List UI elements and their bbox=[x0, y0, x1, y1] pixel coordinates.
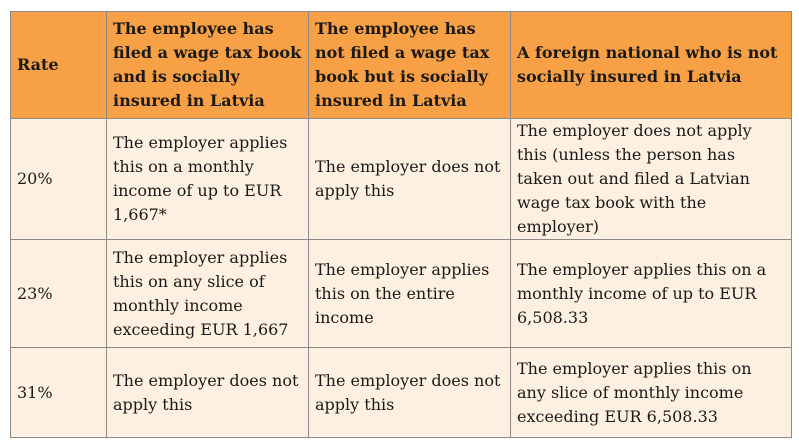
table-header-row bbox=[11, 12, 792, 119]
foreign-national-cell: The employer does not apply this (unless the person has taken out and filed a Latvian wage tax book with the employer) bbox=[511, 119, 792, 240]
foreign-national-cell: The employer applies this on a monthly income of up to EUR 6,508.33 bbox=[511, 240, 792, 348]
rate-cell: 31% bbox=[11, 348, 107, 438]
not-filed-insured-cell: The employer does not apply this bbox=[309, 348, 511, 438]
filed-insured-cell: The employer does not apply this bbox=[107, 348, 309, 438]
not-filed-insured-cell: The employer does not apply this bbox=[309, 119, 511, 240]
foreign-national-cell: The employer applies this on any slice of monthly income exceeding EUR 6,508.33 bbox=[511, 348, 792, 438]
not-filed-insured-cell: The employer applies this on the entire income bbox=[309, 240, 511, 348]
header-rate: Rate bbox=[11, 12, 107, 119]
filed-insured-cell: The employer applies this on a monthly income of up to EUR 1,667* bbox=[107, 119, 309, 240]
filed-insured-cell: The employer applies this on any slice of monthly income exceeding EUR 1,667 bbox=[107, 240, 309, 348]
rate-cell: 23% bbox=[11, 240, 107, 348]
tax-rate-table bbox=[10, 11, 792, 438]
header-not-filed-insured: The employee has not filed a wage tax book but is socially insured in Latvia bbox=[309, 12, 511, 119]
header-filed-insured: The employee has filed a wage tax book and is socially insured in Latvia bbox=[107, 12, 309, 119]
rate-cell: 20% bbox=[11, 119, 107, 240]
header-foreign-national: A foreign national who is not socially insured in Latvia bbox=[511, 12, 792, 119]
table-row bbox=[11, 240, 792, 348]
table-row bbox=[11, 348, 792, 438]
table-row bbox=[11, 119, 792, 240]
